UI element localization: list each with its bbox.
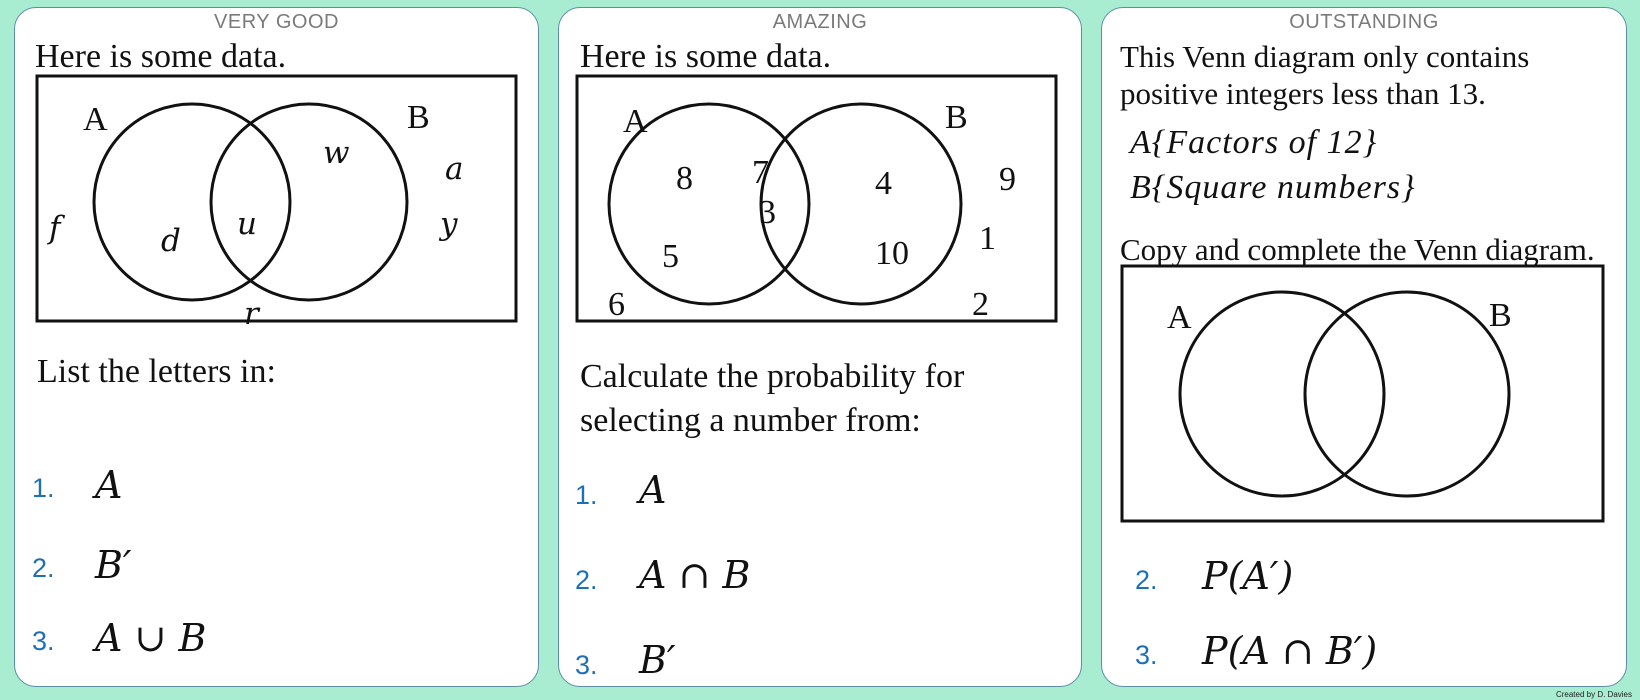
set-b-label: B — [945, 99, 968, 136]
credit-text: Created by D. Davies — [1555, 690, 1632, 699]
set-a-label: A — [1167, 299, 1192, 336]
region-a-only: d — [161, 223, 181, 259]
question-expression: B′ — [95, 543, 132, 587]
region-intersection: 7 — [752, 154, 769, 191]
region-a-only: 8 — [676, 160, 693, 197]
question-expression: B′ — [639, 638, 676, 682]
instruction-text: Copy and complete the Venn diagram. — [1120, 232, 1595, 267]
set-b-label: B — [1489, 297, 1512, 334]
question-expression: A — [639, 468, 667, 512]
region-outside: y — [440, 206, 458, 242]
region-b-only: 10 — [875, 235, 909, 272]
set-b-circle — [761, 104, 961, 304]
card-amazing — [558, 7, 1082, 687]
set-b-circle — [211, 104, 407, 300]
region-outside: f — [49, 210, 61, 246]
set-a-label: A — [83, 101, 108, 138]
venn-diagram — [15, 8, 539, 348]
question-expression: P(A ∩ B′) — [1202, 629, 1378, 673]
set-a-definition: A{Factors of 12} — [1130, 124, 1378, 161]
question-number: 1. — [575, 480, 598, 510]
venn-diagram — [1102, 8, 1627, 538]
region-outside: 1 — [979, 220, 996, 257]
difficulty-label: VERY GOOD — [214, 11, 339, 33]
region-b-only: w — [323, 135, 350, 171]
instruction-text: Calculate the probability for — [580, 358, 965, 395]
question-number: 3. — [1135, 640, 1158, 670]
region-outside: 6 — [608, 286, 625, 323]
set-a-circle — [94, 104, 290, 300]
set-a-circle — [1180, 292, 1384, 496]
question-number: 3. — [575, 650, 598, 680]
intro-text: Here is some data. — [35, 38, 287, 75]
venn-diagram — [559, 8, 1082, 348]
question-expression: A ∪ B — [95, 616, 207, 660]
region-outside: 2 — [972, 286, 989, 323]
card-outstanding — [1101, 7, 1627, 687]
question-number: 2. — [32, 553, 55, 583]
instruction-text: List the letters in: — [37, 353, 276, 390]
set-b-circle — [1305, 292, 1509, 496]
set-a-label: A — [623, 103, 648, 140]
region-intersection: u — [237, 206, 257, 242]
question-expression: P(A′) — [1202, 554, 1294, 598]
intro-text: This Venn diagram only contains — [1120, 39, 1530, 74]
question-expression: A — [95, 463, 123, 507]
question-number: 2. — [1135, 565, 1158, 595]
region-outside: a — [445, 151, 464, 187]
region-a-only: 5 — [662, 238, 679, 275]
set-b-definition: B{Square numbers} — [1130, 169, 1416, 206]
difficulty-label: OUTSTANDING — [1289, 11, 1439, 33]
region-b-only: 4 — [875, 165, 892, 202]
universal-set-box — [1122, 266, 1603, 521]
difficulty-label: AMAZING — [772, 11, 868, 33]
intro-text: positive integers less than 13. — [1120, 76, 1486, 111]
region-intersection: 3 — [759, 194, 776, 231]
instruction-text: selecting a number from: — [580, 402, 921, 439]
question-number: 1. — [32, 473, 55, 503]
card-very-good — [14, 7, 539, 687]
question-number: 3. — [32, 626, 55, 656]
question-expression: A ∩ B — [639, 553, 751, 597]
region-outside: r — [244, 296, 259, 332]
set-b-label: B — [407, 99, 430, 136]
universal-set-box — [37, 76, 516, 321]
question-number: 2. — [575, 565, 598, 595]
intro-text: Here is some data. — [580, 38, 832, 75]
region-outside: 9 — [999, 161, 1016, 198]
